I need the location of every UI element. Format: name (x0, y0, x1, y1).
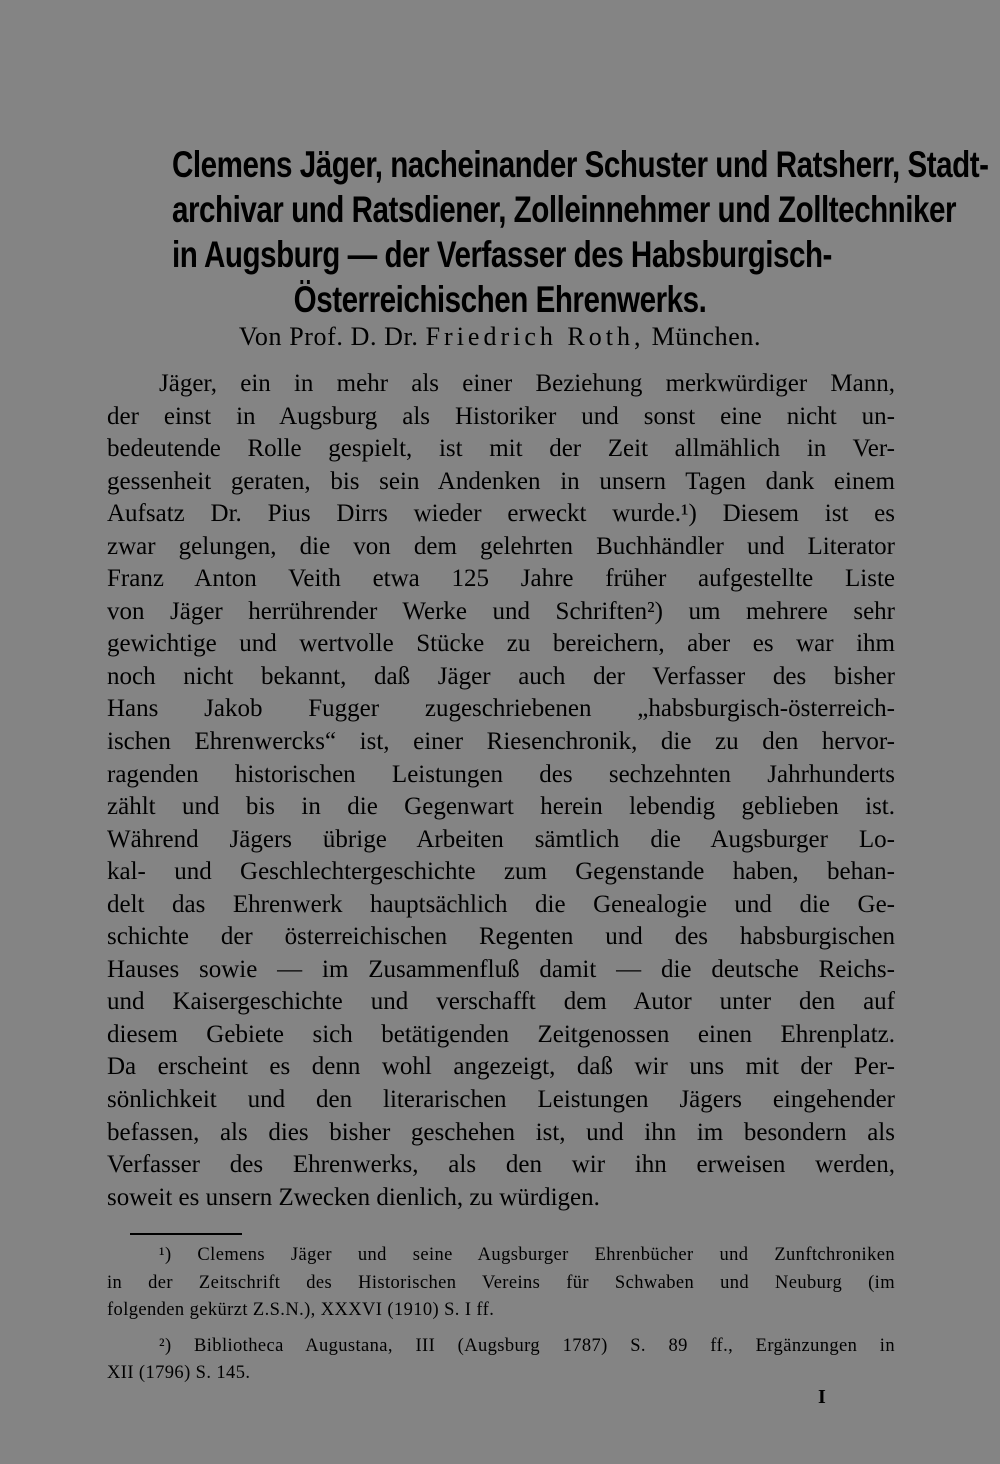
body-line: gessenheit geraten, bis sein Andenken in unsern Tagen dank einem (107, 467, 895, 495)
body-line: delt das Ehrenwerk hauptsächlich die Genealogie und die Ge- (107, 890, 895, 918)
footnote-2-line: ²) Bibliotheca Augustana, III (Augsburg 1787) S. 89 ff., Ergänzungen in (159, 1335, 895, 1356)
body-line: der einst in Augsburg als Historiker und sonst eine nicht un- (107, 402, 895, 430)
body-line: ischen Ehrenwercks“ ist, einer Riesenchronik, die zu den hervor- (107, 728, 895, 756)
footnote-1-line: folgenden gekürzt Z.S.N.), XXXVI (1910) S. I ff. (107, 1300, 495, 1320)
footnotes (107, 1242, 895, 1388)
body-line: befassen, als dies bisher geschehen ist, und ihn im besondern als (107, 1118, 895, 1146)
author-byline (0, 322, 1000, 352)
footnote-2-line: XII (1796) S. 145. (107, 1363, 251, 1383)
body-line: zwar gelungen, die von dem gelehrten Buchhändler und Literator (107, 532, 895, 560)
body-line: schichte der österreichischen Regenten und des habsburgischen (107, 923, 895, 951)
title-line-2: archivar und Ratsdiener, Zolleinnehmer und Zolltechniker (172, 189, 957, 230)
body-line: sönlichkeit und den literarischen Leistungen Jägers eingehender (107, 1086, 895, 1114)
page-number: I (818, 1386, 826, 1408)
body-line: zählt und bis in die Gegenwart herein lebendig geblieben ist. (107, 793, 895, 821)
footnote-1-line: ¹) Clemens Jäger und seine Augsburger Ehrenbücher und Zunftchroniken (159, 1245, 895, 1265)
byline-prefix: Von Prof. D. Dr. (238, 322, 419, 351)
body-line: noch nicht bekannt, daß Jäger auch der Verfasser des bisher (107, 662, 895, 690)
body-line: Da erscheint es denn wohl angezeigt, daß wir uns mit der Per- (107, 1053, 895, 1081)
body-line: ragenden historischen Leistungen des sechzehnten Jahrhunderts (107, 760, 895, 788)
body-line: Verfasser des Ehrenwerks, als den wir ihn erweisen werden, (107, 1151, 895, 1179)
body-line: Jäger, ein in mehr als einer Beziehung merkwürdiger Mann, (159, 370, 895, 397)
footnote-1-line: in der Zeitschrift des Historischen Vereins für Schwaben und Neuburg (im (107, 1272, 895, 1293)
article-title (172, 142, 989, 322)
body-line: Franz Anton Veith etwa 125 Jahre früher aufgestellte Liste (107, 565, 895, 593)
body-line: Aufsatz Dr. Pius Dirrs wieder erweckt wurde.¹) Diesem ist es (107, 500, 895, 528)
title-line-4: Österreichischen Ehrenwerks. (293, 279, 707, 320)
body-text (107, 368, 895, 1214)
author-name: Friedrich Roth, (425, 322, 645, 351)
footnote-divider (130, 1233, 242, 1235)
body-line: diesem Gebiete sich betätigenden Zeitgenossen einen Ehrenplatz. (107, 1020, 895, 1048)
title-line-3: in Augsburg — der Verfasser des Habsburgisch- (172, 234, 832, 275)
body-line: kal- und Geschlechtergeschichte zum Gegenstande haben, behan- (107, 858, 895, 886)
body-line: gewichtige und wertvolle Stücke zu bereichern, aber es war ihm (107, 630, 895, 658)
title-line-1: Clemens Jäger, nacheinander Schuster und Ratsherr, Stadt- (172, 144, 989, 185)
body-line: soweit es unsern Zwecken dienlich, zu würdigen. (107, 1183, 600, 1211)
body-line: Hans Jakob Fugger zugeschriebenen „habsburgisch-österreich- (107, 695, 895, 723)
body-line: und Kaisergeschichte und verschafft dem Autor unter den auf (107, 988, 895, 1016)
body-line: von Jäger herrührender Werke und Schriften²) um mehrere sehr (107, 597, 895, 625)
body-line: Während Jägers übrige Arbeiten sämtlich die Augsburger Lo- (107, 825, 895, 853)
body-line: Hauses sowie — im Zusammenfluß damit — die deutsche Reichs- (107, 955, 895, 983)
body-line: bedeutende Rolle gespielt, ist mit der Zeit allmählich in Ver- (107, 435, 895, 463)
author-place: München. (651, 322, 762, 351)
